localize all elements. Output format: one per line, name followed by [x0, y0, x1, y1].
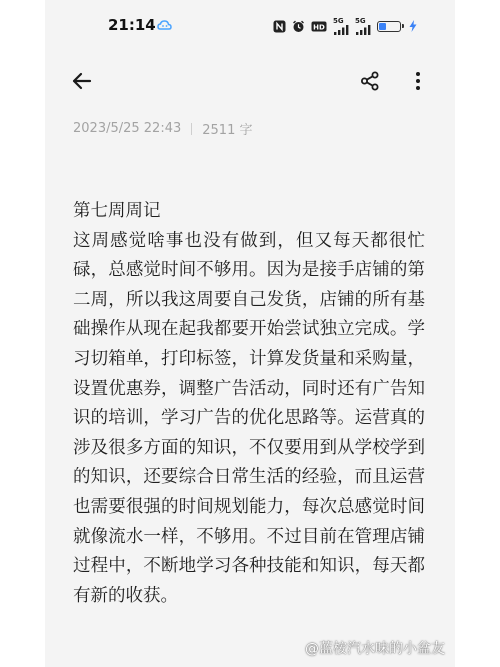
status-bar	[45, 0, 455, 54]
note-content[interactable]	[73, 197, 425, 611]
watermark-text: @蓝桉汽水味的小盆友	[305, 641, 445, 657]
alarm-icon	[292, 20, 305, 33]
status-icons	[273, 17, 417, 35]
back-button[interactable]	[67, 66, 97, 96]
note-char-count: 2511 字	[202, 123, 253, 138]
hd-icon	[311, 21, 327, 32]
phone-screen	[45, 0, 455, 667]
note-title: 第七周周记	[73, 201, 161, 221]
watermark	[305, 638, 445, 658]
nfc-icon	[273, 20, 286, 33]
cloud-app-icon	[157, 18, 173, 34]
signal-2-label: 5G	[355, 16, 366, 25]
svg-text:HD: HD	[313, 22, 325, 31]
more-vertical-icon	[407, 70, 429, 92]
more-options-button[interactable]	[403, 66, 433, 96]
signal-1-label: 5G	[333, 16, 344, 25]
arrow-left-icon	[70, 69, 94, 93]
signal-5g-icon-2	[355, 18, 371, 35]
meta-divider	[191, 123, 192, 135]
share-icon	[359, 70, 381, 92]
note-meta	[73, 119, 252, 138]
status-time: 21:14	[108, 16, 156, 34]
signal-5g-icon	[333, 18, 349, 35]
note-date: 2023/5/25 22:43	[73, 121, 182, 136]
note-paragraph: 这周感觉啥事也没有做到，但又每天都很忙碌，总感觉时间不够用。因为是接手店铺的第二周，所以我这周要自己发货，店铺的所有基础操作从现在起我都要开始尝试独立完成。学习切箱单，打印标签，计算发货量和采购量，设置优惠券，调整广告活动，同时还有广告知识的培训，学习广告的优化思路等。运营真的涉及很多方面的知识，不仅要用到从学校学到的知识，还要综合日常生活的经验，而且运营也需要很强的时间规划能力，每次总感觉时间就像流水一样，不够用。不过目前在管理店铺过程中，不断地学习各种技能和知识，每天都有新的收获。	[73, 230, 425, 606]
note-toolbar	[45, 58, 455, 102]
charging-bolt-icon	[409, 20, 417, 32]
battery-icon	[377, 21, 401, 32]
share-button[interactable]	[355, 66, 385, 96]
battery-level	[379, 23, 386, 30]
